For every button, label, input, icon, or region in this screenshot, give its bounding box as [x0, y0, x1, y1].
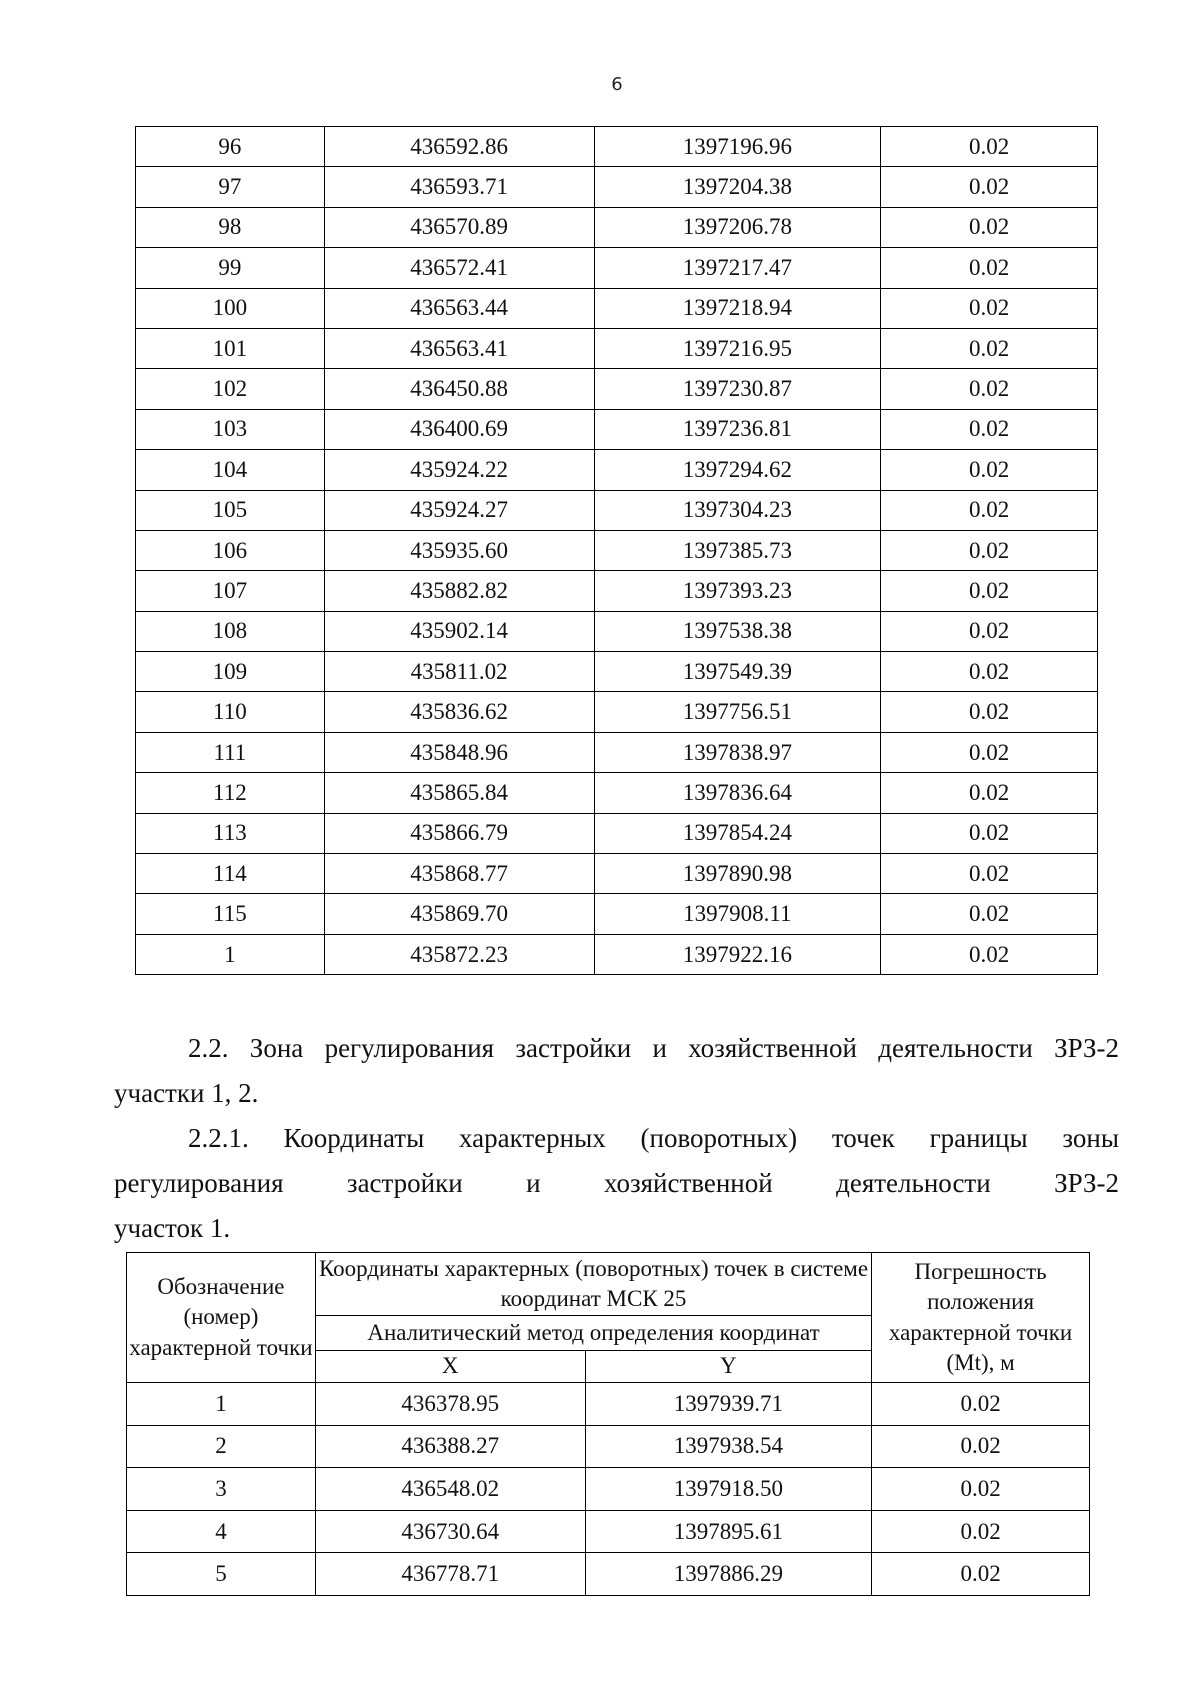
error-cell: 0.02 — [881, 490, 1098, 530]
x-coordinate-cell: 435935.60 — [324, 530, 594, 570]
y-coordinate-cell: 1397304.23 — [594, 490, 881, 530]
header-coordinates-title: Координаты характерных (поворотных) точек в системе координат МСК 25 — [315, 1253, 871, 1316]
point-number-cell: 109 — [136, 652, 325, 692]
point-number-cell: 113 — [136, 813, 325, 853]
x-coordinate-cell: 436563.41 — [324, 328, 594, 368]
y-coordinate-cell: 1397895.61 — [585, 1510, 872, 1553]
header-analytic-method: Аналитический метод определения координат — [315, 1316, 871, 1351]
table-row — [136, 369, 1098, 409]
x-coordinate-cell: 436548.02 — [315, 1468, 585, 1511]
x-coordinate-cell: 435868.77 — [324, 854, 594, 894]
table-header — [127, 1253, 1090, 1383]
x-coordinate-cell: 436572.41 — [324, 248, 594, 288]
y-coordinate-cell: 1397230.87 — [594, 369, 881, 409]
zone-boundary-coordinates-table — [126, 1252, 1090, 1596]
y-coordinate-cell: 1397938.54 — [585, 1425, 872, 1468]
x-coordinate-cell: 435848.96 — [324, 732, 594, 772]
x-coordinate-cell: 435924.27 — [324, 490, 594, 530]
y-coordinate-cell: 1397890.98 — [594, 854, 881, 894]
error-cell: 0.02 — [881, 813, 1098, 853]
table-row — [136, 409, 1098, 449]
point-number-cell: 97 — [136, 167, 325, 207]
page-number: 6 — [611, 74, 623, 95]
table-row — [136, 167, 1098, 207]
error-cell: 0.02 — [881, 854, 1098, 894]
y-coordinate-cell: 1397385.73 — [594, 530, 881, 570]
y-coordinate-cell: 1397204.38 — [594, 167, 881, 207]
x-coordinate-cell: 435811.02 — [324, 652, 594, 692]
point-number-cell: 111 — [136, 732, 325, 772]
header-x: X — [315, 1351, 585, 1383]
point-number-cell: 110 — [136, 692, 325, 732]
x-coordinate-cell: 436778.71 — [315, 1553, 585, 1596]
section-2-2-line-1: 2.2. Зона регулирования застройки и хозяйственной деятельности ЗРЗ-2 — [188, 1033, 1119, 1063]
point-number-cell: 101 — [136, 328, 325, 368]
table-row — [136, 328, 1098, 368]
table-row — [127, 1425, 1090, 1468]
error-cell: 0.02 — [881, 692, 1098, 732]
y-coordinate-cell: 1397756.51 — [594, 692, 881, 732]
error-cell: 0.02 — [881, 369, 1098, 409]
point-number-cell: 1 — [136, 934, 325, 974]
x-coordinate-cell: 435865.84 — [324, 773, 594, 813]
point-number-cell: 4 — [127, 1510, 316, 1553]
x-coordinate-cell: 435836.62 — [324, 692, 594, 732]
y-coordinate-cell: 1397538.38 — [594, 611, 881, 651]
error-cell: 0.02 — [881, 571, 1098, 611]
table-row — [136, 127, 1098, 167]
table-row — [136, 530, 1098, 570]
error-cell: 0.02 — [881, 611, 1098, 651]
error-cell: 0.02 — [881, 127, 1098, 167]
zone-table-body — [127, 1383, 1090, 1596]
error-cell: 0.02 — [872, 1425, 1090, 1468]
point-number-cell: 103 — [136, 409, 325, 449]
error-cell: 0.02 — [881, 248, 1098, 288]
table-row — [136, 692, 1098, 732]
y-coordinate-cell: 1397922.16 — [594, 934, 881, 974]
header-position-error: Погрешность положения характерной точки (Mt), м — [872, 1253, 1090, 1383]
x-coordinate-cell: 435866.79 — [324, 813, 594, 853]
y-coordinate-cell: 1397908.11 — [594, 894, 881, 934]
y-coordinate-cell: 1397217.47 — [594, 248, 881, 288]
error-cell: 0.02 — [881, 652, 1098, 692]
point-number-cell: 105 — [136, 490, 325, 530]
point-number-cell: 108 — [136, 611, 325, 651]
y-coordinate-cell: 1397886.29 — [585, 1553, 872, 1596]
table-row — [136, 854, 1098, 894]
table-row — [136, 611, 1098, 651]
x-coordinate-cell: 436592.86 — [324, 127, 594, 167]
y-coordinate-cell: 1397294.62 — [594, 450, 881, 490]
error-cell: 0.02 — [881, 732, 1098, 772]
point-number-cell: 106 — [136, 530, 325, 570]
error-cell: 0.02 — [881, 409, 1098, 449]
coordinates-table-continued — [135, 126, 1098, 975]
point-number-cell: 2 — [127, 1425, 316, 1468]
x-coordinate-cell: 435882.82 — [324, 571, 594, 611]
section-2-2-1-paragraph — [114, 1116, 1119, 1251]
x-coordinate-cell: 435924.22 — [324, 450, 594, 490]
x-coordinate-cell: 436400.69 — [324, 409, 594, 449]
table-row — [136, 288, 1098, 328]
y-coordinate-cell: 1397836.64 — [594, 773, 881, 813]
section-2-2-1-line-1: 2.2.1. Координаты характерных (поворотных) точек границы зоны — [188, 1123, 1119, 1153]
section-2-2-1-line-2: регулирования застройки и хозяйственной деятельности ЗРЗ-2 — [114, 1168, 1119, 1198]
point-number-cell: 112 — [136, 773, 325, 813]
table-row — [127, 1468, 1090, 1511]
y-coordinate-cell: 1397939.71 — [585, 1383, 872, 1426]
point-number-cell: 102 — [136, 369, 325, 409]
table-row — [136, 652, 1098, 692]
y-coordinate-cell: 1397549.39 — [594, 652, 881, 692]
table-row — [136, 934, 1098, 974]
y-coordinate-cell: 1397218.94 — [594, 288, 881, 328]
point-number-cell: 96 — [136, 127, 325, 167]
table-row — [136, 450, 1098, 490]
table-row — [136, 490, 1098, 530]
y-coordinate-cell: 1397236.81 — [594, 409, 881, 449]
x-coordinate-cell: 436593.71 — [324, 167, 594, 207]
error-cell: 0.02 — [872, 1553, 1090, 1596]
section-2-2-1-line-3: участок 1. — [114, 1213, 231, 1243]
error-cell: 0.02 — [881, 328, 1098, 368]
table-row — [127, 1510, 1090, 1553]
error-cell: 0.02 — [881, 450, 1098, 490]
point-number-cell: 5 — [127, 1553, 316, 1596]
x-coordinate-cell: 435872.23 — [324, 934, 594, 974]
error-cell: 0.02 — [881, 934, 1098, 974]
x-coordinate-cell: 436570.89 — [324, 207, 594, 247]
table-row — [136, 207, 1098, 247]
y-coordinate-cell: 1397838.97 — [594, 732, 881, 772]
y-coordinate-cell: 1397216.95 — [594, 328, 881, 368]
error-cell: 0.02 — [881, 530, 1098, 570]
coordinates-table-body — [136, 127, 1098, 975]
error-cell: 0.02 — [872, 1510, 1090, 1553]
table-row — [136, 732, 1098, 772]
table-row — [136, 773, 1098, 813]
x-coordinate-cell: 436378.95 — [315, 1383, 585, 1426]
x-coordinate-cell: 436450.88 — [324, 369, 594, 409]
x-coordinate-cell: 436388.27 — [315, 1425, 585, 1468]
header-point-designation: Обозначение (номер) характерной точки — [127, 1253, 316, 1383]
point-number-cell: 100 — [136, 288, 325, 328]
header-y: Y — [585, 1351, 872, 1383]
y-coordinate-cell: 1397854.24 — [594, 813, 881, 853]
section-2-2-line-2: участки 1, 2. — [114, 1078, 259, 1108]
point-number-cell: 114 — [136, 854, 325, 894]
error-cell: 0.02 — [872, 1383, 1090, 1426]
x-coordinate-cell: 436563.44 — [324, 288, 594, 328]
table-row — [136, 813, 1098, 853]
x-coordinate-cell: 435902.14 — [324, 611, 594, 651]
table-row — [136, 894, 1098, 934]
y-coordinate-cell: 1397918.50 — [585, 1468, 872, 1511]
point-number-cell: 107 — [136, 571, 325, 611]
y-coordinate-cell: 1397196.96 — [594, 127, 881, 167]
table-row — [127, 1553, 1090, 1596]
x-coordinate-cell: 435869.70 — [324, 894, 594, 934]
x-coordinate-cell: 436730.64 — [315, 1510, 585, 1553]
error-cell: 0.02 — [881, 288, 1098, 328]
point-number-cell: 115 — [136, 894, 325, 934]
table-row — [136, 571, 1098, 611]
section-2-2-paragraph — [114, 1026, 1119, 1116]
error-cell: 0.02 — [881, 894, 1098, 934]
error-cell: 0.02 — [881, 773, 1098, 813]
y-coordinate-cell: 1397393.23 — [594, 571, 881, 611]
error-cell: 0.02 — [881, 167, 1098, 207]
error-cell: 0.02 — [872, 1468, 1090, 1511]
table-row — [127, 1383, 1090, 1426]
point-number-cell: 3 — [127, 1468, 316, 1511]
point-number-cell: 104 — [136, 450, 325, 490]
y-coordinate-cell: 1397206.78 — [594, 207, 881, 247]
point-number-cell: 99 — [136, 248, 325, 288]
table-row — [136, 248, 1098, 288]
point-number-cell: 1 — [127, 1383, 316, 1426]
point-number-cell: 98 — [136, 207, 325, 247]
error-cell: 0.02 — [881, 207, 1098, 247]
